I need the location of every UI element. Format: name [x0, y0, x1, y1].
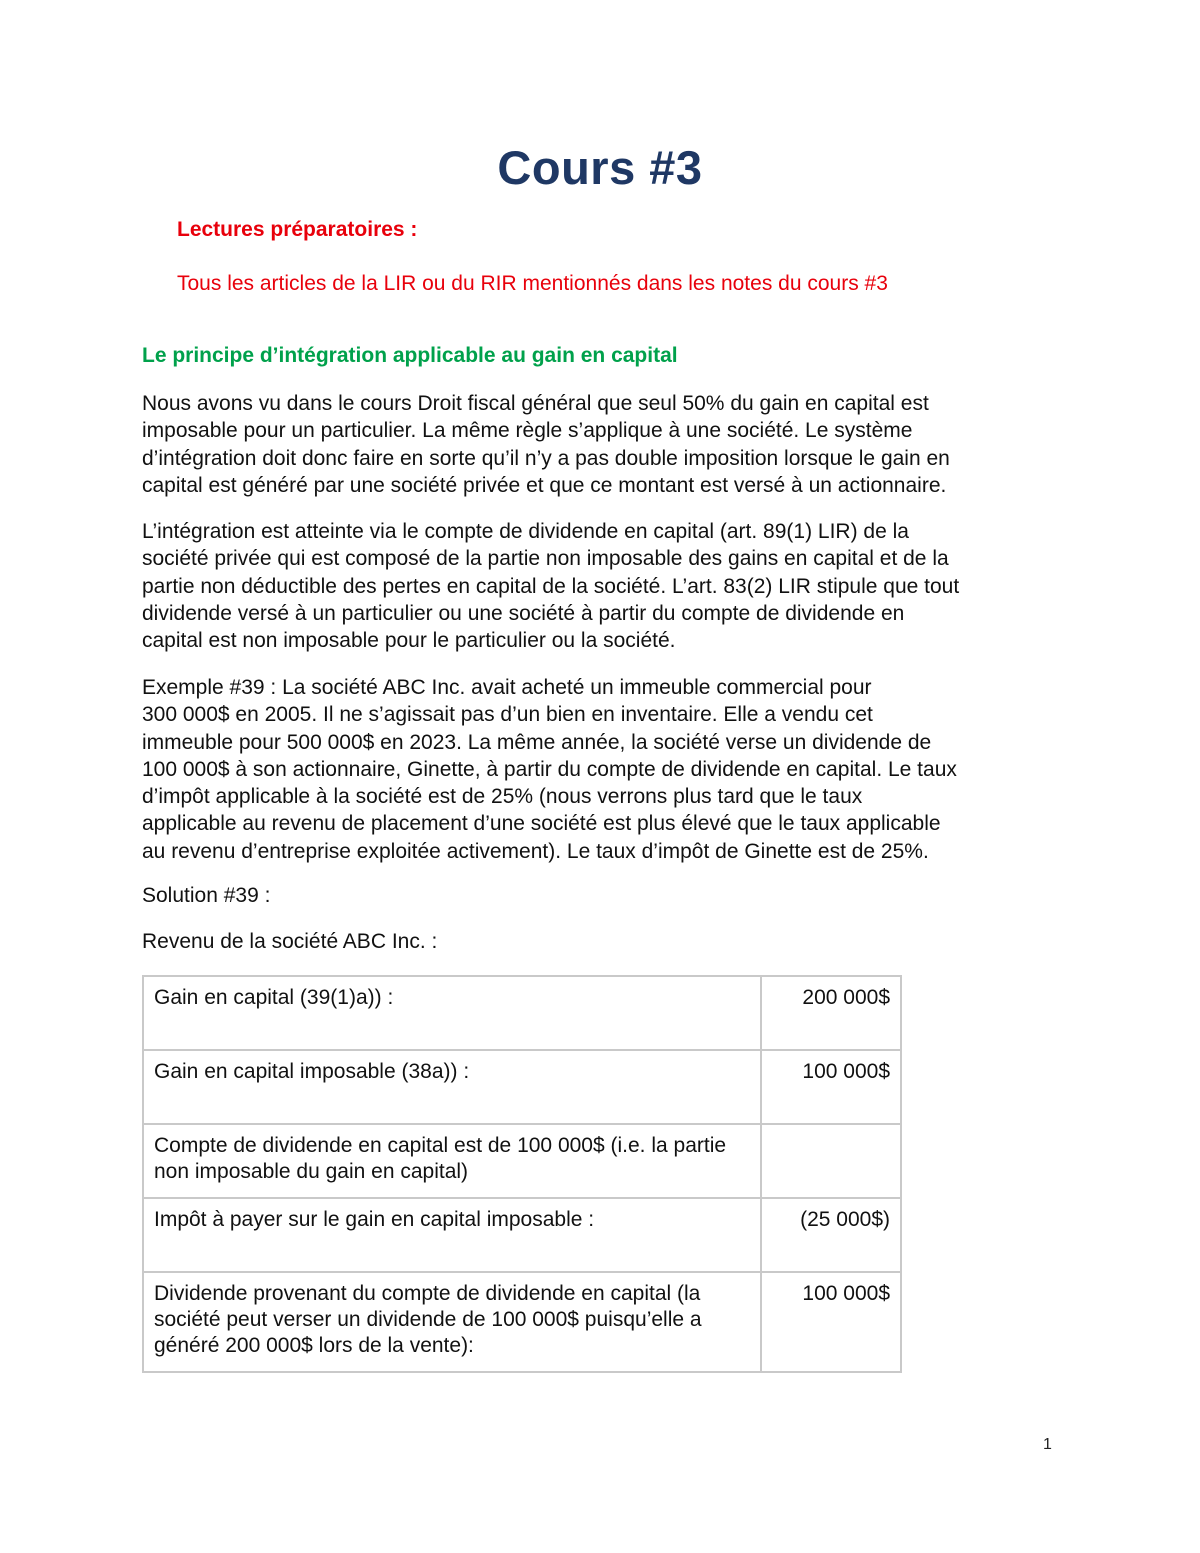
paragraph-line: Exemple #39 : La société ABC Inc. avait acheté un immeuble commercial pour — [142, 676, 872, 699]
example-paragraph — [142, 674, 1062, 865]
table-cell-label: Gain en capital imposable (38a)) : — [143, 1050, 761, 1124]
table-cell-amount — [761, 1124, 901, 1198]
table-cell-amount: (25 000$) — [761, 1198, 901, 1272]
table-row — [143, 1198, 901, 1272]
paragraph-line: immeuble pour 500 000$ en 2023. La même année, la société verse un dividende de — [142, 730, 932, 754]
solution-label: Solution #39 : — [142, 884, 271, 907]
revenue-label: Revenu de la société ABC Inc. : — [142, 930, 438, 953]
paragraph-line: imposable pour un particulier. La même règle s’applique à une société. Le système — [142, 419, 913, 443]
page-number: 1 — [1043, 1436, 1052, 1453]
paragraph-line: d’impôt applicable à la société est de 25% (nous verrons plus tard que le taux — [142, 785, 863, 809]
paragraph-line: société privée qui est composé de la partie non imposable des gains en capital et de la — [142, 547, 949, 571]
page-title: Cours #3 — [497, 141, 703, 194]
revenue-table — [142, 975, 902, 1373]
paragraph-1 — [142, 390, 1062, 499]
table-cell-label: Impôt à payer sur le gain en capital imposable : — [143, 1198, 761, 1272]
table-cell-amount: 100 000$ — [761, 1050, 901, 1124]
table-cell-label: Gain en capital (39(1)a)) : — [143, 976, 761, 1050]
table-row — [143, 976, 901, 1050]
paragraph-line: capital est généré par une société privée et que ce montant est versé à un actionnaire. — [142, 473, 947, 497]
paragraph-line: d’intégration doit donc faire en sorte qu’il n’y a pas double imposition lorsque le gain en — [142, 446, 950, 470]
table-row — [143, 1124, 901, 1198]
table-cell-amount: 200 000$ — [761, 976, 901, 1050]
paragraph-line: 300 000$ en 2005. Il ne s’agissait pas d’un bien en inventaire. Elle a vendu cet — [142, 703, 873, 727]
table-row — [143, 1272, 901, 1372]
readings-heading: Lectures préparatoires : — [177, 218, 418, 241]
paragraph-line: partie non déductible des pertes en capital de la société. L’art. 83(2) LIR stipule que tout — [142, 574, 960, 598]
paragraph-line: dividende versé à un particulier ou une société à partir du compte de dividende en — [142, 601, 905, 625]
section-heading: Le principe d’intégration applicable au gain en capital — [142, 344, 678, 367]
table-cell-amount: 100 000$ — [761, 1272, 901, 1372]
paragraph-line: au revenu d’entreprise exploitée activement). Le taux d’impôt de Ginette est de 25%. — [142, 839, 929, 863]
table-cell-label: Dividende provenant du compte de dividende en capital (la société peut verser un dividende de 100 000$ puisqu’elle a généré 200 000$ lors de la vente): — [143, 1272, 761, 1372]
paragraph-line: L’intégration est atteinte via le compte de dividende en capital (art. 89(1) LIR) de la — [142, 520, 909, 543]
table-cell-label: Compte de dividende en capital est de 100 000$ (i.e. la partie non imposable du gain en capital) — [143, 1124, 761, 1198]
paragraph-line: applicable au revenu de placement d’une société est plus élevé que le taux applicable — [142, 812, 941, 836]
table-row — [143, 1050, 901, 1124]
paragraph-2 — [142, 518, 1062, 654]
paragraph-line: Nous avons vu dans le cours Droit fiscal général que seul 50% du gain en capital est — [142, 392, 929, 415]
readings-text: Tous les articles de la LIR ou du RIR mentionnés dans les notes du cours #3 — [177, 272, 888, 295]
paragraph-line: 100 000$ à son actionnaire, Ginette, à partir du compte de dividende en capital. Le taux — [142, 757, 957, 781]
paragraph-line: capital est non imposable pour le particulier ou la société. — [142, 629, 676, 653]
